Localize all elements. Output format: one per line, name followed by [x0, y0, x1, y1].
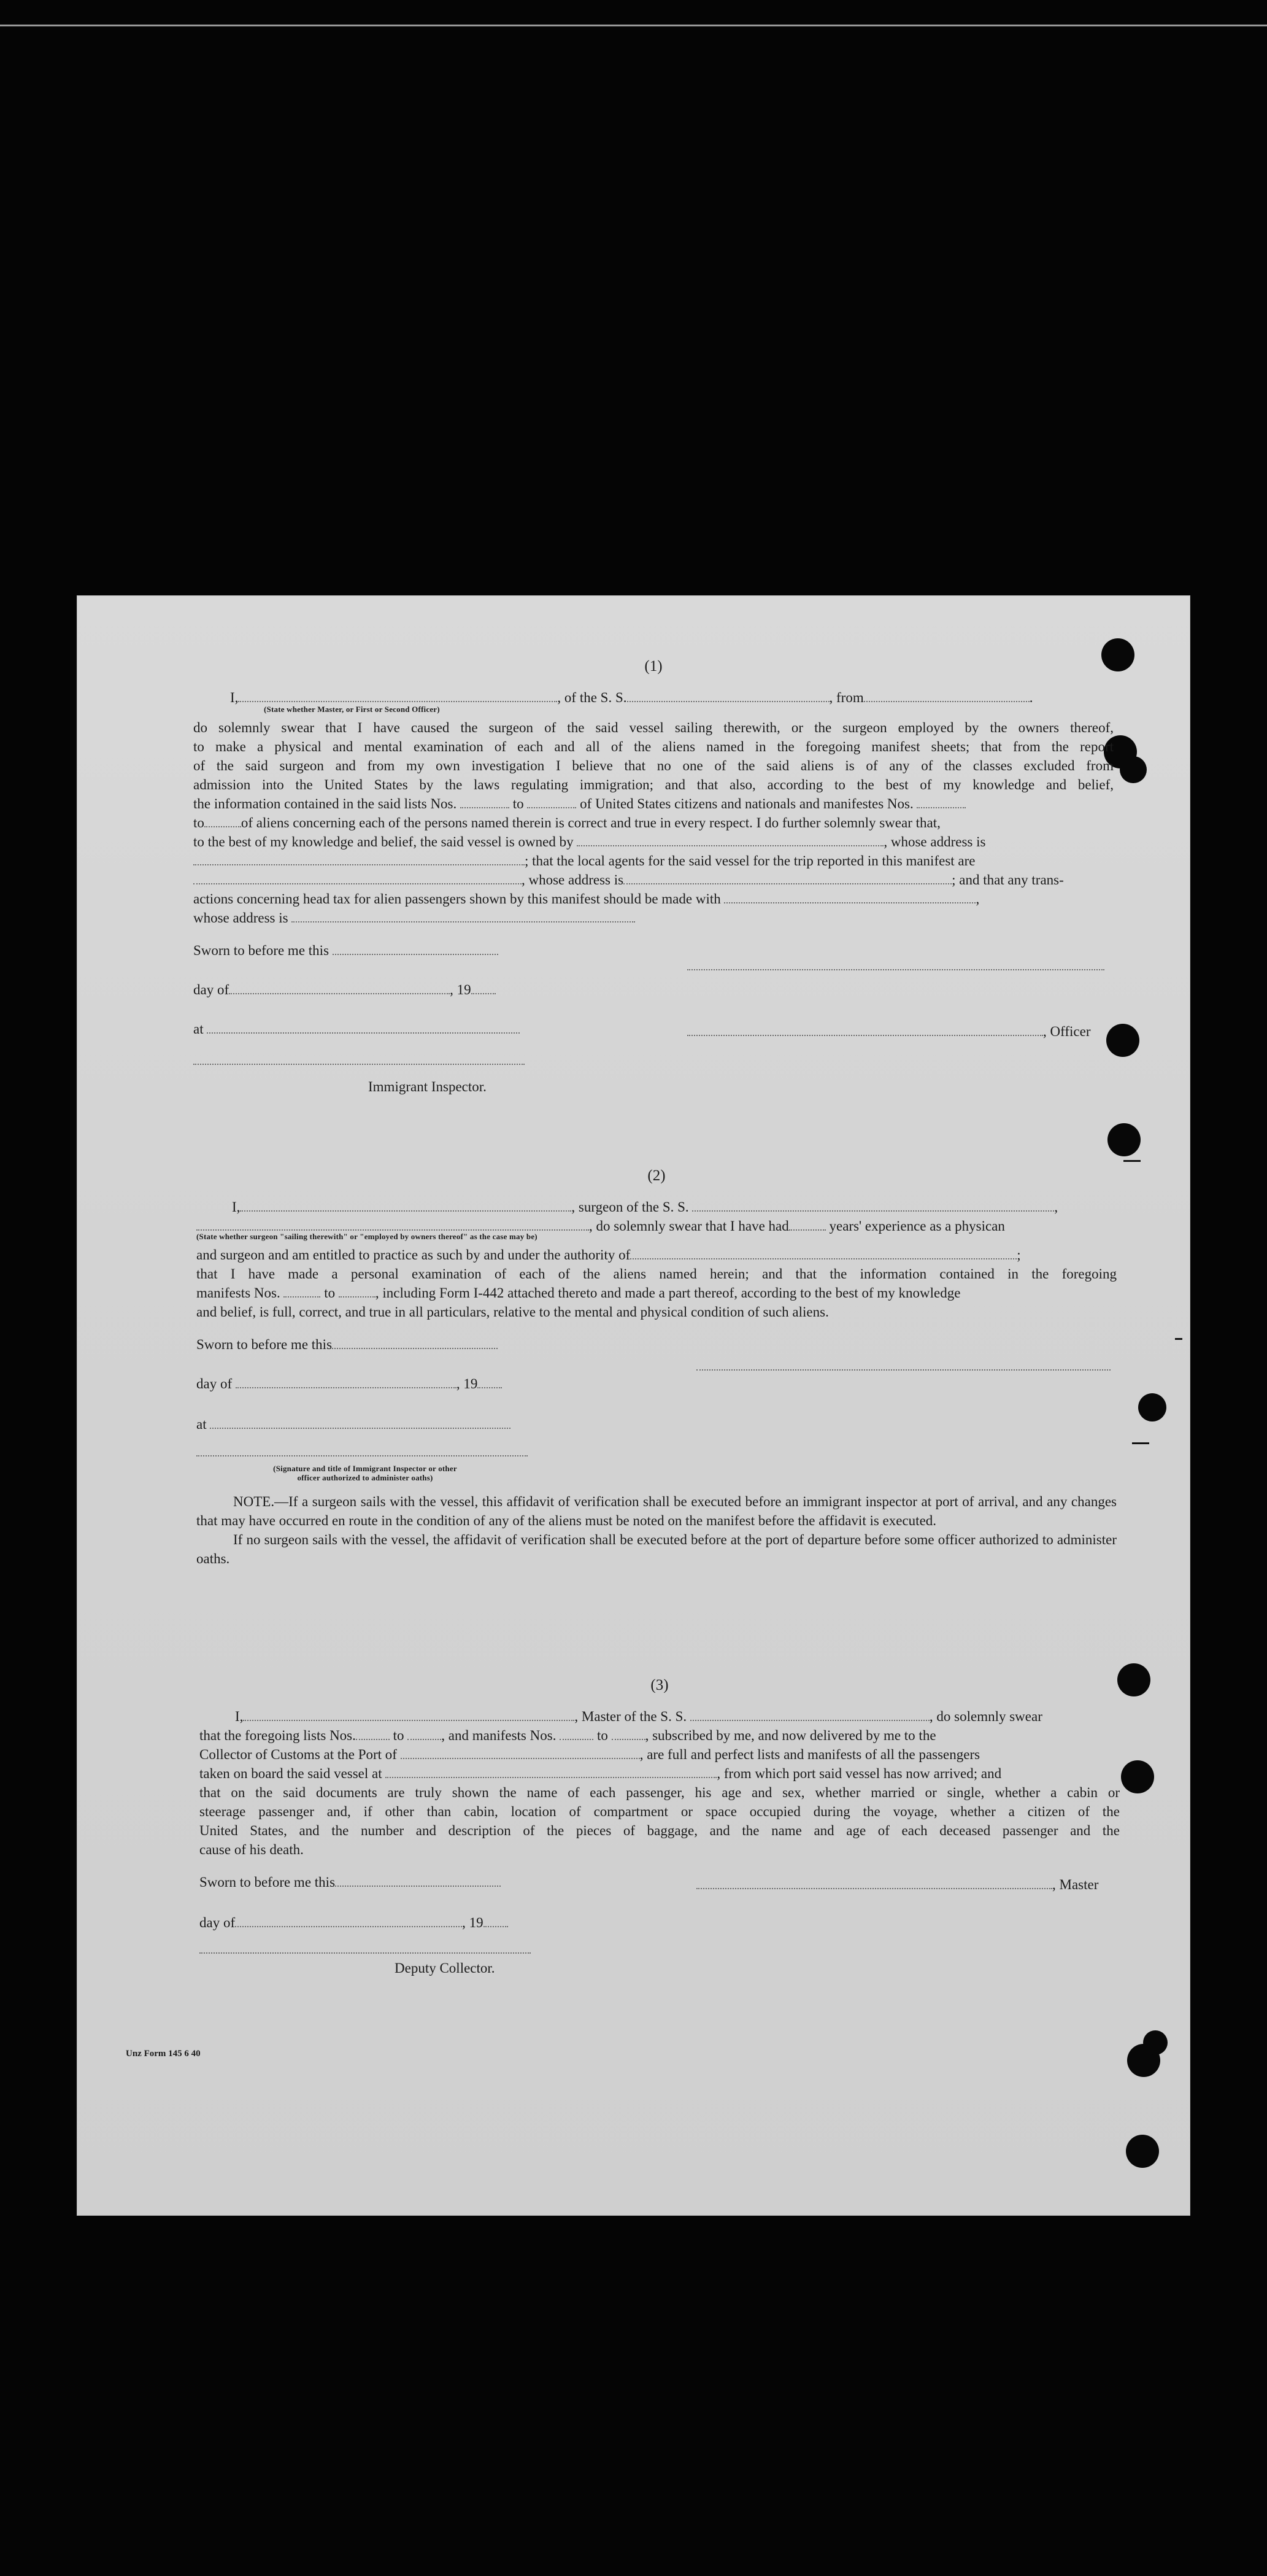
lists-numbers-line: the information contained in the said lists Nos. to of United States citizens and nationals and manifestes Nos.: [193, 794, 1114, 813]
manifest-to-field[interactable]: [204, 814, 241, 827]
day-label: day of , 19: [199, 1913, 508, 1932]
years-experience-field[interactable]: [789, 1217, 826, 1231]
manifests-line: manifests Nos. to , including Form I-442 attached thereto and made a part thereof, according to the best of my knowledge: [196, 1285, 961, 1301]
binder-hole: [1138, 1393, 1166, 1421]
immigrant-inspector-label: Immigrant Inspector.: [368, 1079, 487, 1094]
affidavit-text-line: cause of his death.: [199, 1842, 304, 1857]
taken-on-board-line: taken on board the said vessel at , from which port said vessel has now arrived; and: [199, 1766, 1002, 1781]
master-line: I, , Master of the S. S. , do solemnly swear: [235, 1709, 1042, 1724]
affidavit-text-line: do solemnly swear that I have caused the surgeon of the said vessel sailing therewith, or the surgeon employed by the owners thereof,: [193, 720, 1114, 735]
surgeon-name-field[interactable]: [240, 1198, 571, 1212]
day-label: day of , 19: [193, 980, 496, 999]
owner-address-field[interactable]: [193, 852, 525, 865]
sworn-day-field[interactable]: [332, 1336, 498, 1349]
boarding-port-field[interactable]: [385, 1765, 717, 1778]
list-no-from-field[interactable]: [460, 795, 509, 808]
agents-address-field[interactable]: [623, 871, 952, 884]
lists-line: that the foregoing lists Nos. to , and manifests Nos. to , subscribed by me, and now delivered by me to the: [199, 1728, 936, 1743]
note-surgeon-sails: NOTE.—If a surgeon sails with the vessel, this affidavit of verification shall be executed before an immigrant inspector at port of arrival, and any changes that may have occurred en route in the condition of any of the aliens must be noted on the manifest before the affidavit is executed.: [196, 1494, 1117, 1528]
edge-mark: [1132, 1442, 1149, 1444]
surgeon-manifest-from-field[interactable]: [283, 1284, 320, 1298]
inspector-signature-field[interactable]: [196, 1455, 528, 1456]
note-no-surgeon: If no surgeon sails with the vessel, the affidavit of verification shall be executed before at the port of departure before some officer authorized to administer oaths.: [196, 1532, 1117, 1566]
binder-hole: [1126, 2135, 1159, 2168]
surgeon-signature-field[interactable]: [696, 1369, 1111, 1371]
manifest-affidavit-sheet: [77, 595, 1190, 2216]
binder-hole: [1120, 756, 1147, 783]
affidavit-text-line: steerage passenger and, if other than cabin, location of compartment or space occupied during the voyage, whether a citizen of the: [199, 1804, 1120, 1819]
list-to-field[interactable]: [407, 1727, 441, 1740]
master-signature-field[interactable]: [687, 969, 1104, 970]
affidavit-text-line: that I have made a personal examination of each of the aliens named herein; and that the information contained in the foregoing: [196, 1266, 1117, 1282]
at-label: at: [193, 1019, 520, 1039]
officer-name-field[interactable]: [238, 689, 557, 702]
agents-address-line: , whose address is ; and that any trans-: [193, 870, 1114, 889]
affidavit-text-line: admission into the United States by the laws regulating immigration; and that also, according to the best of my knowledge and belief,: [193, 777, 1114, 792]
affidavit-text-line: to make a physical and mental examination of each and all of the aliens named in the foregoing manifest sheets; that from the report: [193, 739, 1114, 754]
surgeon-manifest-to-field[interactable]: [339, 1284, 375, 1298]
day-of-field[interactable]: [229, 981, 450, 994]
master-name-field[interactable]: [243, 1708, 574, 1721]
head-tax-address-line: whose address is: [193, 908, 1114, 927]
day-of-field[interactable]: [236, 1375, 456, 1388]
experience-line: , do solemnly swear that I have had years' experience as a physican: [196, 1216, 1117, 1236]
affidavit-text-line: United States, and the number and description of the pieces of baggage, and the name and age of each deceased passenger and the: [199, 1823, 1120, 1838]
affidavit-text-line: of the said surgeon and from my own investigation I believe that no one of the said aliens is of any of the classes excluded from: [193, 758, 1114, 773]
year-field[interactable]: [471, 981, 496, 994]
at-place-field[interactable]: [210, 1415, 510, 1429]
vessel-owner-field[interactable]: [577, 833, 884, 846]
surgeon-status-field[interactable]: [196, 1217, 589, 1231]
section-1-master-affidavit: [193, 657, 1114, 1100]
day-of-field[interactable]: [235, 1914, 462, 1927]
departure-port-field[interactable]: [864, 689, 1030, 702]
vessel-name-field[interactable]: [627, 689, 830, 702]
binder-hole: [1117, 1663, 1150, 1696]
deputy-collector-label: Deputy Collector.: [395, 1960, 495, 1976]
list-no-to-field[interactable]: [527, 795, 576, 808]
manifest-no-field[interactable]: [917, 795, 966, 808]
local-agents-field[interactable]: [193, 871, 522, 884]
section-3-number: (3): [650, 1677, 669, 1693]
affidavit-text-line: that on the said documents are truly shown the name of each passenger, his age and sex, whether married or single, whether a cabin or: [199, 1785, 1120, 1800]
inspector-signature-note: (Signature and title of Immigrant Inspector or other officer authorized to administer oaths): [273, 1464, 457, 1482]
year-field[interactable]: [477, 1375, 502, 1388]
master-oath-line: I, , of the S. S. , from .: [230, 690, 1033, 705]
head-tax-party-field[interactable]: [724, 890, 976, 903]
section-2-number: (2): [647, 1167, 666, 1184]
port-field[interactable]: [401, 1746, 640, 1759]
authority-field[interactable]: [630, 1246, 1017, 1259]
deputy-signature-field[interactable]: [199, 1952, 531, 1954]
list-from-field[interactable]: [356, 1727, 390, 1740]
head-tax-address-field[interactable]: [291, 909, 635, 922]
sworn-label: Sworn to before me this: [196, 1335, 498, 1354]
binder-hole: [1107, 1123, 1141, 1156]
officer-signature-field[interactable]: [687, 1023, 1043, 1036]
officer-title: , Officer: [687, 1022, 1090, 1041]
at-label: at: [196, 1415, 510, 1434]
binder-hole: [1143, 2030, 1168, 2055]
agents-line: ; that the local agents for the said vessel for the trip reported in this manifest are: [193, 851, 1114, 870]
edge-mark: [1175, 1338, 1182, 1340]
section-3-master-delivery-oath: [199, 1676, 1120, 1995]
day-label: day of , 19: [196, 1374, 502, 1393]
aliens-line: to of aliens concerning each of the persons named therein is correct and true in every respect. I do further solemnly swear that,: [193, 815, 941, 830]
affidavit-text-line: and belief, is full, correct, and true in all particulars, relative to the mental and physical condition of such aliens.: [196, 1304, 829, 1320]
master-signature-field[interactable]: [696, 1876, 1052, 1889]
collector-line: Collector of Customs at the Port of , are full and perfect lists and manifests of all the passengers: [199, 1747, 980, 1762]
sworn-day-field[interactable]: [333, 942, 498, 955]
edge-mark: [1123, 1160, 1141, 1162]
master-vessel-field[interactable]: [690, 1708, 930, 1721]
top-border-line: [0, 25, 1267, 26]
inspector-signature-field[interactable]: [193, 1064, 525, 1065]
binder-hole: [1121, 1760, 1154, 1793]
section-1-number: (1): [644, 658, 663, 675]
sworn-day-field[interactable]: [335, 1873, 501, 1887]
authority-line: and surgeon and am entitled to practice as such by and under the authority of ;: [196, 1247, 1021, 1263]
surgeon-status-note: (State whether surgeon "sailing therewith" or "employed by owners thereof" as the case may be): [196, 1232, 537, 1241]
at-place-field[interactable]: [207, 1020, 520, 1034]
surgeon-line: I, , surgeon of the S. S. ,: [232, 1199, 1058, 1215]
form-number: Unz Form 145 6 40: [126, 2049, 201, 2059]
sworn-label: Sworn to before me this: [193, 941, 498, 960]
section-2-surgeon-affidavit: [196, 1166, 1117, 1568]
manifest-from-field[interactable]: [560, 1727, 593, 1740]
surgeon-vessel-field[interactable]: [692, 1198, 1054, 1212]
master-title-note: (State whether Master, or First or Second Officer): [264, 705, 440, 714]
sworn-label: Sworn to before me this: [199, 1873, 501, 1892]
owner-line: to the best of my knowledge and belief, the said vessel is owned by , whose address is: [193, 834, 986, 849]
year-field[interactable]: [483, 1914, 508, 1927]
manifest-to-field[interactable]: [612, 1727, 645, 1740]
head-tax-line: actions concerning head tax for alien passengers shown by this manifest should be made with ,: [193, 891, 980, 907]
master-signature-label: , Master: [696, 1875, 1098, 1894]
